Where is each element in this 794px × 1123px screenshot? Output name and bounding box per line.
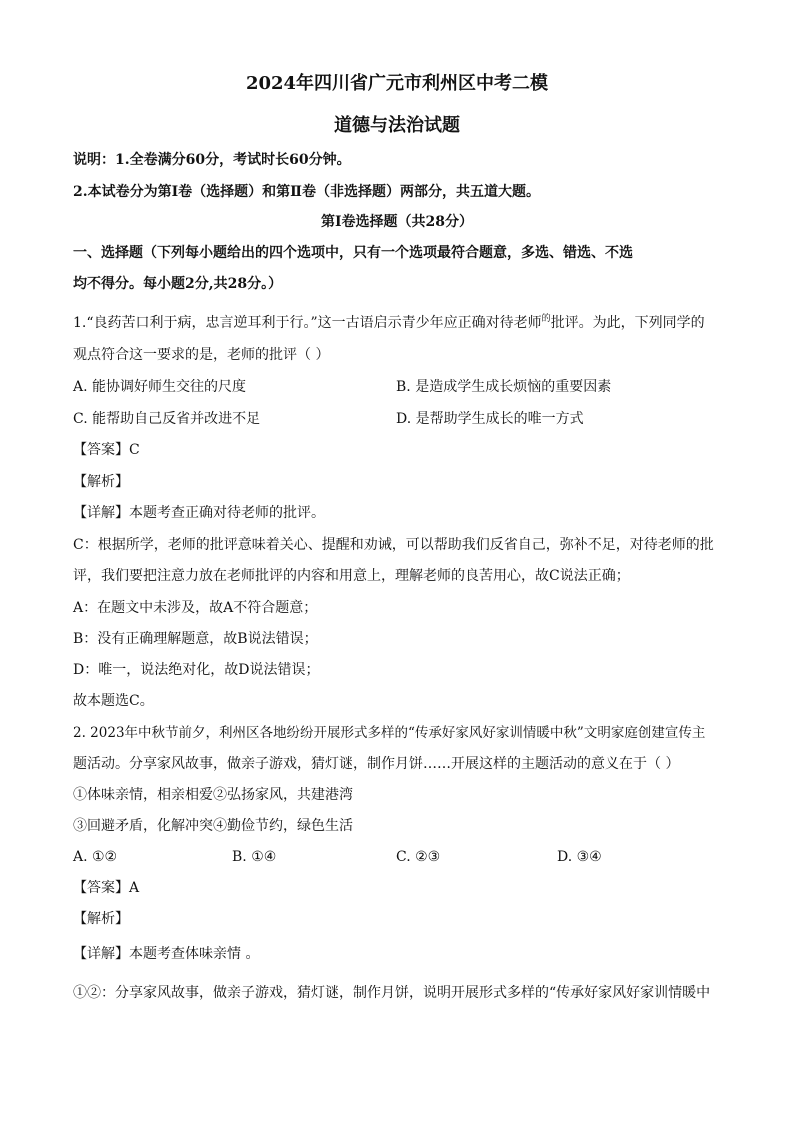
q1-stem-superscript: 的 — [541, 314, 551, 324]
q1-stem-line-2: 观点符合这一要求的是，老师的批评（ ） — [73, 347, 330, 363]
q2-option-d: D. ③④ — [557, 849, 602, 865]
q1-stem-line-1-a: 1.“良药苦口利于病，忠言逆耳利于行。”这一古语启示青少年应正确对待老师 — [73, 315, 542, 331]
q1-detail: 【详解】本题考查正确对待老师的批评。 — [73, 505, 325, 521]
section-title: 第Ⅰ卷选择题（共28分） — [320, 214, 474, 230]
q2-option-b: B. ①④ — [232, 849, 277, 865]
exam-title: 2024年四川省广元市利州区中考二模 — [245, 73, 549, 94]
q1-option-d: D. 是帮助学生成长的唯一方式 — [396, 411, 584, 427]
q1-option-a: A. 能协调好师生交往的尺度 — [73, 379, 247, 395]
q2-stem-line-2: 题活动。分享家风故事，做亲子游戏，猜灯谜，制作月饼……开展这样的主题活动的意义在于（ ） — [73, 756, 680, 772]
q1-explanation-a: A：在题文中未涉及，故A不符合题意； — [73, 600, 318, 616]
q1-stem-line-1 — [73, 313, 723, 335]
exam-note-1: 说明：1.全卷满分60分，考试时长60分钟。 — [73, 152, 351, 168]
q1-stem-line-1-b: 批评。为此，下列同学的 — [550, 315, 705, 331]
q2-answer: 【答案】A — [73, 880, 140, 896]
exam-subject: 道德与法治试题 — [334, 115, 460, 136]
q1-analysis-label: 【解析】 — [73, 474, 129, 490]
q1-option-c: C. 能帮助自己反省并改进不足 — [73, 411, 261, 427]
q1-explanation-line-1: C：根据所学，老师的批评意味着关心、提醒和劝诫，可以帮助我们反省自己，弥补不足，对待老师的批 — [73, 537, 714, 553]
section-instruction-line-2: 均不得分。每小题2分,共28分。） — [73, 276, 283, 292]
q1-conclusion: 故本题选C。 — [73, 693, 154, 709]
q1-explanation-b: B：没有正确理解题意，故B说法错误； — [73, 631, 318, 647]
q2-analysis-label: 【解析】 — [73, 911, 129, 927]
q1-explanation-d: D：唯一，说法绝对化，故D说法错误； — [73, 662, 320, 678]
q2-explanation-line-1: ①②：分享家风故事，做亲子游戏，猜灯谜，制作月饼，说明开展形式多样的“传承好家风好家训情暖中 — [73, 985, 711, 1001]
q2-detail: 【详解】本题考查体味亲情 。 — [73, 946, 260, 962]
q1-answer: 【答案】C — [73, 442, 140, 458]
section-instruction-line-1: 一、选择题（下列每小题给出的四个选项中，只有一个选项最符合题意，多选、错选、不选 — [73, 245, 633, 261]
q1-explanation-line-2: 评，我们要把注意力放在老师批评的内容和用意上，理解老师的良苦用心，故C说法正确； — [73, 568, 630, 584]
exam-note-2: 2.本试卷分为第Ⅰ卷（选择题）和第Ⅱ卷（非选择题）两部分，共五道大题。 — [73, 184, 540, 200]
q2-option-a: A. ①② — [73, 849, 118, 865]
q2-statement-line-2: ③回避矛盾，化解冲突④勤俭节约，绿色生活 — [73, 818, 353, 834]
q1-option-b: B. 是造成学生成长烦恼的重要因素 — [396, 379, 612, 395]
q2-stem-line-1: 2. 2023年中秋节前夕，利州区各地纷纷开展形式多样的“传承好家风好家训情暖中秋”文明家庭创建宣传主 — [73, 725, 706, 741]
q2-statement-line-1: ①体味亲情，相亲相爱②弘扬家风，共建港湾 — [73, 787, 353, 803]
q2-option-c: C. ②③ — [396, 849, 441, 865]
